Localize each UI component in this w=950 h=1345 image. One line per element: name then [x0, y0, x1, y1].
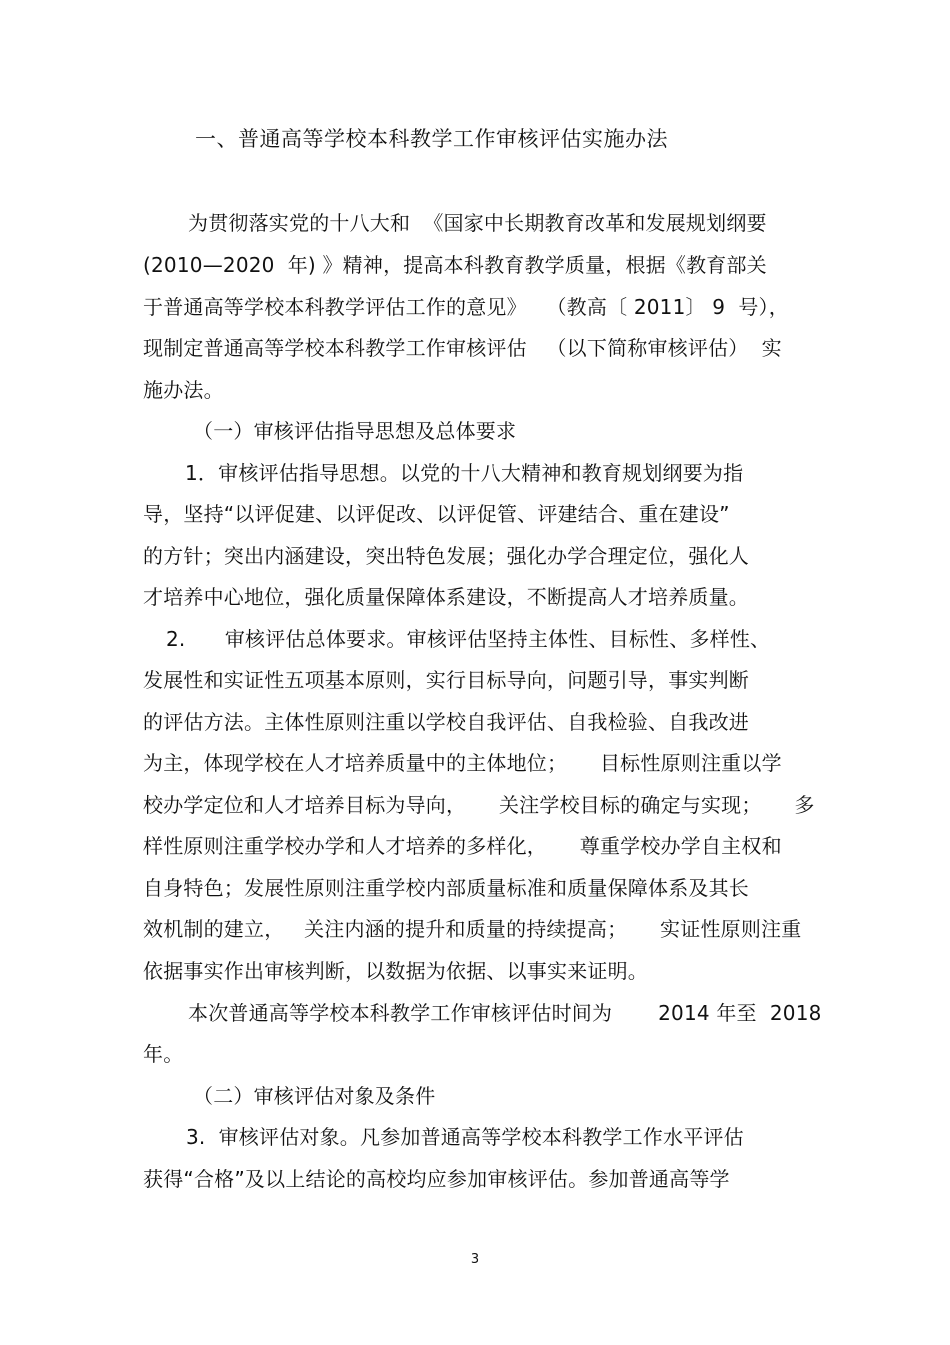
paragraph-line: 导，坚持“以评促建、以评促改、以评促管、评建结合、重在建设”: [143, 502, 730, 526]
paragraph-line: 样性原则注重学校办学和人才培养的多样化， 尊重学校办学自主权和: [143, 834, 782, 858]
paragraph-line: 为贯彻落实党的十八大和 《国家中长期教育改革和发展规划纲要: [188, 211, 767, 235]
section-heading: （一）审核评估指导思想及总体要求: [193, 419, 517, 443]
paragraph-line: 效机制的建立， 关注内涵的提升和质量的持续提高； 实证性原则注重: [143, 917, 802, 941]
paragraph-line: 才培养中心地位，强化质量保障体系建设，不断提高人才培养质量。: [143, 585, 749, 609]
paragraph-line: 校办学定位和人才培养目标为导向， 关注学校目标的确定与实现； 多: [143, 793, 815, 817]
section-heading: （二）审核评估对象及条件: [193, 1084, 436, 1108]
paragraph-line: (2010—2020 年) 》精神，提高本科教育教学质量，根据《教育部关: [143, 253, 767, 277]
paragraph-line: 为主，体现学校在人才培养质量中的主体地位； 目标性原则注重以学: [143, 751, 782, 775]
paragraph-line: 3. 审核评估对象。凡参加普通高等学校本科教学工作水平评估: [186, 1125, 744, 1149]
page-title: 一、普通高等学校本科教学工作审核评估实施办法: [195, 127, 668, 151]
paragraph-line: 施办法。: [143, 378, 224, 402]
paragraph-line: 本次普通高等学校本科教学工作审核评估时间为 2014 年至 2018: [188, 1001, 822, 1025]
paragraph-line: 现制定普通高等学校本科教学工作审核评估 （以下简称审核评估） 实: [143, 336, 782, 360]
paragraph-line: 的评估方法。主体性原则注重以学校自我评估、自我检验、自我改进: [143, 710, 749, 734]
paragraph-line: 1．审核评估指导思想。以党的十八大精神和教育规划纲要为指: [185, 461, 744, 485]
paragraph-line: 年。: [143, 1042, 184, 1066]
paragraph-line: 获得“合格”及以上结论的高校均应参加审核评估。参加普通高等学: [143, 1167, 730, 1191]
paragraph-line: 发展性和实证性五项基本原则，实行目标导向，问题引导，事实判断: [143, 668, 749, 692]
paragraph-line: 的方针；突出内涵建设，突出特色发展；强化办学合理定位，强化人: [143, 544, 749, 568]
paragraph-line: 2. 审核评估总体要求。审核评估坚持主体性、目标性、多样性、: [166, 627, 771, 651]
paragraph-line: 自身特色；发展性原则注重学校内部质量标准和质量保障体系及其长: [143, 876, 749, 900]
paragraph-line: 于普通高等学校本科教学评估工作的意见》 （教高〔 2011〕 9 号），: [143, 295, 789, 319]
paragraph-line: 依据事实作出审核判断，以数据为依据、以事实来证明。: [143, 959, 648, 983]
page-number: 3: [470, 1252, 480, 1267]
